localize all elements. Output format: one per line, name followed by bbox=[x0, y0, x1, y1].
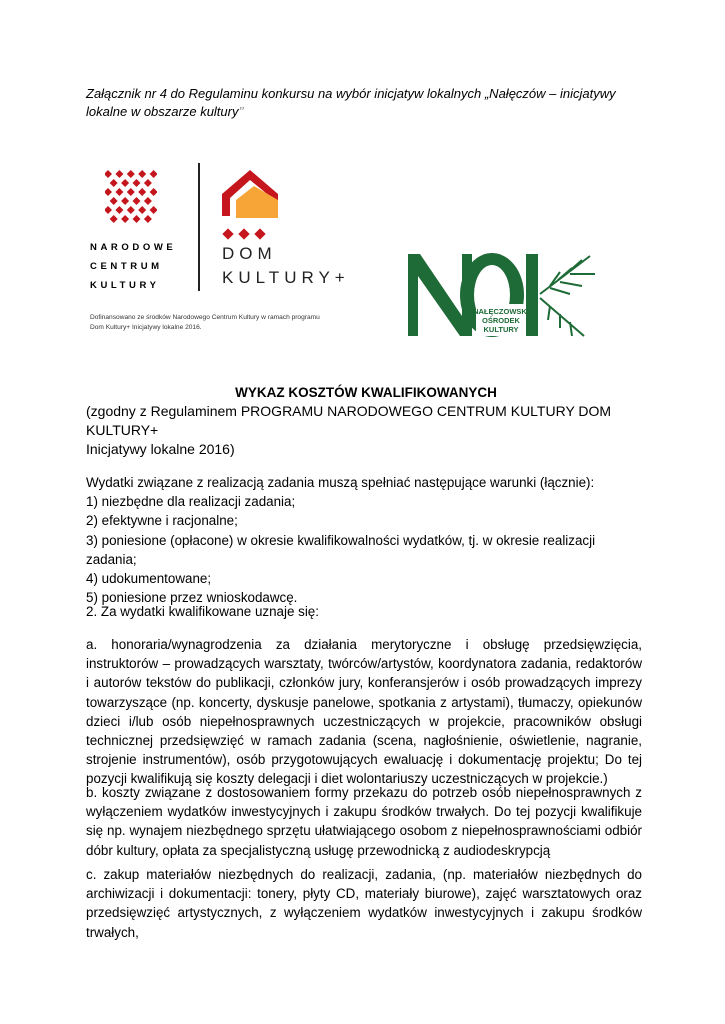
crown-diamond bbox=[121, 197, 129, 205]
crown-diamond bbox=[138, 170, 146, 178]
intro-text: Wydatki związane z realizacją zadania muszą spełniać następujące warunki (łącznie): bbox=[86, 475, 595, 490]
condition-item: 1) niezbędne dla realizacji zadania; bbox=[86, 494, 296, 510]
dom-kultury-house-logo bbox=[220, 166, 282, 242]
condition-item: zadania; bbox=[86, 551, 137, 567]
condition-item: 5) poniesione przez wnioskodawcę. bbox=[86, 590, 298, 606]
crown-diamond bbox=[133, 197, 141, 205]
crown-diamond bbox=[110, 179, 118, 187]
crown-diamond bbox=[144, 215, 152, 223]
nok-line1: NAŁĘCZOWSKI bbox=[473, 307, 529, 316]
crown-diamond bbox=[150, 188, 157, 196]
crown-diamond bbox=[115, 170, 123, 178]
paragraph-c: c. zakup materiałów niezbędnych do realizacji, zadania, (np. materiałów niezbędnych do archiwizacji i dokumentacji: tonery, płyty CD, materiały biurowe), zajęć warsztatowych oraz przedsięwzięć artystycznych, z wyłączeniem wydatków inwestycyjnych i zakupu środków trwałych, bbox=[86, 867, 642, 940]
dom-line2: KULTURY+ bbox=[222, 268, 350, 287]
crown-diamond bbox=[138, 206, 146, 214]
document-subtitle bbox=[86, 402, 646, 459]
paragraph-a: a. honoraria/wynagrodzenia za działania merytoryczne i obsługę przedsięwzięcia, instruktorów – prowadzących warsztaty, twórców/artystów, koordynatora zadania, redaktorów i autorów tekstów do publikacji, członków jury, konferansjerów i osób prowadzących imprezy towarzyszące (np. koncerty, dyskusje panelowe, spotkania z artystami), tłumaczy, opiekunów dzieci i/lub osób niepełnosprawnych uczestniczących w projekcie, pracowników obsługi technicznej przedsięwzięć w ramach zadania (scena, nagłośnienie, oświetlenie, nagranie, strojenie instrumentów), osób przygotowujących ewaluację i dokumentację projektu; Do tej pozycji kwalifikują się koszty delegacji i diet wolontariuszy uczestniczących w projekcie.) bbox=[86, 637, 642, 787]
dom-kultury-name bbox=[222, 242, 350, 290]
crown-diamond bbox=[133, 179, 141, 187]
nck-line2: CENTRUM bbox=[90, 261, 163, 272]
subtitle-line2: Inicjatywy lokalne 2016) bbox=[86, 441, 235, 457]
crown-diamond bbox=[105, 170, 112, 178]
paragraph-b: b. koszty związane z dostosowaniem formy przekazu do potrzeb osób niepełnosprawnych z wyłączeniem wydatków inwestycyjnych i zakupu środków trwałych. Do tej pozycji kwalifikuje się np. wynajem niezbędnego sprzętu ułatwiającego osobom z niepełnosprawnościami odbiór dóbr kultury, opłata za specjalistyczną usługę przewodnicką z audiodeskrypcją bbox=[86, 785, 642, 858]
funding-note bbox=[90, 313, 390, 333]
section-2-heading: 2. Za wydatki kwalifikowane uznaje się: bbox=[86, 604, 319, 619]
nok-logo bbox=[400, 250, 610, 342]
crown-diamond bbox=[133, 215, 141, 223]
attachment-line1: Załącznik nr 4 do Regulaminu konkursu na wybór inicjatyw lokalnych „Nałęczów – inicjatywy lokalne bbox=[86, 86, 616, 119]
crown-diamond bbox=[105, 188, 112, 196]
crown-diamond bbox=[121, 215, 129, 223]
nok-line2: OŚRODEK bbox=[482, 316, 520, 325]
document-title: WYKAZ KOSZTÓW KWALIFIKOWANYCH bbox=[235, 385, 497, 400]
attachment-mark: ’’ bbox=[238, 104, 244, 119]
crown-diamond bbox=[110, 197, 118, 205]
nck-line3: KULTURY bbox=[90, 280, 160, 291]
logos-area bbox=[0, 160, 725, 350]
logo-divider bbox=[198, 163, 200, 291]
conditions-block bbox=[86, 473, 642, 607]
crown-diamond bbox=[127, 188, 135, 196]
nck-crown-logo bbox=[105, 170, 157, 230]
attachment-note bbox=[86, 85, 646, 121]
crown-diamond bbox=[150, 170, 157, 178]
dom-line1: DOM bbox=[222, 244, 277, 263]
funding-line1: Dofinansowano ze środków Narodowego Centrum Kultury w ramach programu bbox=[90, 314, 320, 321]
condition-item: 2) efektywne i racjonalne; bbox=[86, 513, 238, 529]
crown-diamond bbox=[110, 215, 118, 223]
crown-diamond bbox=[127, 206, 135, 214]
crown-diamond bbox=[144, 197, 152, 205]
nck-name bbox=[90, 238, 200, 295]
crown-diamond bbox=[105, 206, 112, 214]
crown-diamond bbox=[144, 179, 152, 187]
condition-item: 3) poniesione (opłacone) w okresie kwalifikowalności wydatków, tj. w okresie realizacji bbox=[86, 532, 596, 548]
funding-line2: Dom Kultury+ Inicjatywy lokalne 2016. bbox=[90, 324, 202, 331]
condition-item: 4) udokumentowane; bbox=[86, 571, 212, 587]
crown-diamond bbox=[115, 206, 123, 214]
crown-diamond bbox=[150, 206, 157, 214]
nok-line3: KULTURY bbox=[483, 325, 519, 334]
subtitle-line1: (zgodny z Regulaminem PROGRAMU NARODOWEGO CENTRUM KULTURY DOM KULTURY+ bbox=[86, 403, 612, 438]
crown-diamond bbox=[138, 188, 146, 196]
crown-diamond bbox=[127, 170, 135, 178]
attachment-line2: w obszarze kultury bbox=[130, 104, 239, 119]
nck-line1: NARODOWE bbox=[90, 242, 177, 253]
crown-diamond bbox=[115, 188, 123, 196]
crown-diamond bbox=[121, 179, 129, 187]
